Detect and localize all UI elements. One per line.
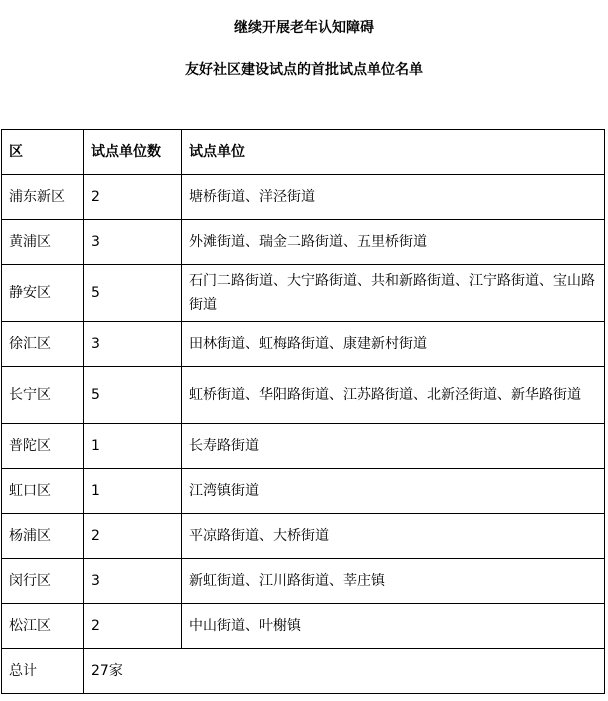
count-cell: 5 <box>84 367 182 424</box>
header-count: 试点单位数 <box>84 130 182 175</box>
count-cell: 2 <box>84 604 182 649</box>
count-cell: 1 <box>84 469 182 514</box>
total-label: 总计 <box>2 649 84 694</box>
district-cell: 虹口区 <box>2 469 84 514</box>
units-cell: 长寿路街道 <box>182 424 605 469</box>
units-cell: 中山街道、叶榭镇 <box>182 604 605 649</box>
district-cell: 普陀区 <box>2 424 84 469</box>
count-cell: 3 <box>84 559 182 604</box>
units-cell: 江湾镇街道 <box>182 469 605 514</box>
count-cell: 1 <box>84 424 182 469</box>
table-row <box>2 469 605 514</box>
table-header-row <box>2 130 605 175</box>
pilot-units-table <box>1 129 605 694</box>
table-row <box>2 424 605 469</box>
table-row <box>2 559 605 604</box>
district-cell: 长宁区 <box>2 367 84 424</box>
district-cell: 闵行区 <box>2 559 84 604</box>
table-row <box>2 604 605 649</box>
district-cell: 杨浦区 <box>2 514 84 559</box>
total-value: 27家 <box>84 649 605 694</box>
units-cell: 外滩街道、瑞金二路街道、五里桥街道 <box>182 220 605 265</box>
count-cell: 3 <box>84 322 182 367</box>
count-cell: 5 <box>84 265 182 322</box>
units-cell: 新虹街道、江川路街道、莘庄镇 <box>182 559 605 604</box>
table-row <box>2 322 605 367</box>
count-cell: 3 <box>84 220 182 265</box>
table-row <box>2 265 605 322</box>
table-row <box>2 220 605 265</box>
units-cell: 田林街道、虹梅路街道、康建新村街道 <box>182 322 605 367</box>
table-row <box>2 367 605 424</box>
table-row <box>2 514 605 559</box>
page-title-line-2: 友好社区建设试点的首批试点单位名单 <box>185 62 423 78</box>
district-cell: 黄浦区 <box>2 220 84 265</box>
district-cell: 松江区 <box>2 604 84 649</box>
page-title-line-1: 继续开展老年认知障碍 <box>234 20 374 36</box>
district-cell: 浦东新区 <box>2 175 84 220</box>
units-cell: 石门二路街道、大宁路街道、共和新路街道、江宁路街道、宝山路街道 <box>182 265 605 322</box>
units-cell: 塘桥街道、洋泾街道 <box>182 175 605 220</box>
district-cell: 徐汇区 <box>2 322 84 367</box>
count-cell: 2 <box>84 514 182 559</box>
district-cell: 静安区 <box>2 265 84 322</box>
units-cell: 平凉路街道、大桥街道 <box>182 514 605 559</box>
count-cell: 2 <box>84 175 182 220</box>
header-units: 试点单位 <box>182 130 605 175</box>
table-row <box>2 175 605 220</box>
units-cell: 虹桥街道、华阳路街道、江苏路街道、北新泾街道、新华路街道 <box>182 367 605 424</box>
total-row <box>2 649 605 694</box>
header-district: 区 <box>2 130 84 175</box>
